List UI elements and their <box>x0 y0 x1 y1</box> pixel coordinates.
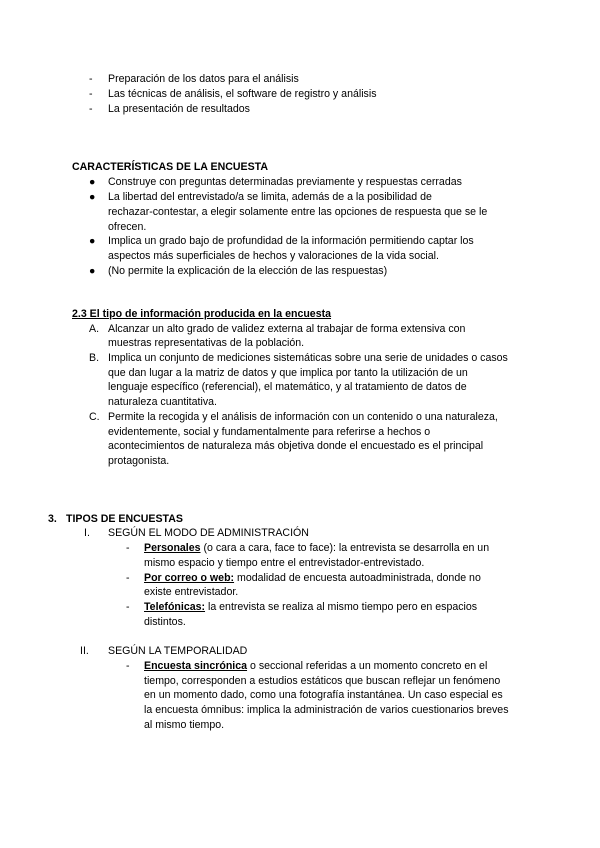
bullet-icon: ● <box>89 191 96 203</box>
list-marker: C. <box>89 411 100 423</box>
characteristics-heading: CARACTERÍSTICAS DE LA ENCUESTA <box>72 161 268 173</box>
section-2-3-line: lenguaje específico (referencial), el matemático, y al tratamiento de datos de <box>108 381 467 393</box>
bullet-icon: ● <box>89 265 96 277</box>
definition-line <box>144 571 481 585</box>
term: Personales <box>144 542 201 554</box>
definition-line: distintos. <box>144 616 186 628</box>
section-2-3-line: acontecimientos de naturaleza más objetiva donde el encuestado es el principal <box>108 440 484 452</box>
section-2-3-line: muestras representativas de la población. <box>108 337 305 349</box>
definition-line: mismo espacio y tiempo entre el entrevistador-entrevistado. <box>144 557 425 569</box>
section-2-3-line: evidentemente, social y fundamentalmente para referirse a hechos o <box>108 426 431 438</box>
term: Telefónicas: <box>144 601 206 613</box>
bullet-icon: ● <box>89 176 96 188</box>
list-marker: A. <box>89 323 100 335</box>
characteristic-line: aspectos más superficiales de hechos y valoraciones de la vida social. <box>108 250 439 262</box>
section-2-3-heading: 2.3 El tipo de información producida en la encuesta <box>72 308 332 320</box>
definition-line: la encuesta ómnibus: implica la administración de varios cuestionarios breves <box>144 704 509 716</box>
term: Por correo o web: <box>144 572 235 584</box>
characteristic-line: ofrecen. <box>108 221 147 233</box>
dash-marker: - <box>126 601 130 613</box>
dash-marker: - <box>89 103 93 115</box>
dash-marker: - <box>89 88 93 100</box>
roman-marker: I. <box>84 527 90 539</box>
characteristic-line: Construye con preguntas determinadas previamente y respuestas cerradas <box>108 176 462 188</box>
section-2-3-line: Alcanzar un alto grado de validez externa al trabajar de forma extensiva con <box>108 323 466 335</box>
dash-marker: - <box>126 660 130 672</box>
definition-line <box>144 600 477 614</box>
section-2-3-line: naturaleza cuantitativa. <box>108 396 217 408</box>
definition-line: existe entrevistador. <box>144 586 239 598</box>
section-2-3-line: Permite la recogida y el análisis de información con un contenido o una naturaleza, <box>108 411 498 423</box>
definition-line <box>144 659 487 673</box>
subsection-title: SEGÚN LA TEMPORALIDAD <box>108 645 248 657</box>
subsection-title: SEGÚN EL MODO DE ADMINISTRACIÓN <box>108 527 309 539</box>
dash-marker: - <box>89 73 93 85</box>
section-2-3-line: Implica un conjunto de mediciones sistemáticas sobre una serie de unidades o casos <box>108 352 508 364</box>
characteristic-line: La libertad del entrevistado/a se limita, además de a la posibilidad de <box>108 191 432 203</box>
characteristic-line: Implica un grado bajo de profundidad de la información permitiendo captar los <box>108 235 474 247</box>
section-3-heading: TIPOS DE ENCUESTAS <box>66 513 183 525</box>
definition-line <box>144 541 489 555</box>
definition-line: al mismo tiempo. <box>144 719 225 731</box>
intro-list-item: Las técnicas de análisis, el software de registro y análisis <box>108 88 377 100</box>
roman-marker: II. <box>80 645 89 657</box>
term: Encuesta sincrónica <box>144 660 248 672</box>
section-3-number: 3. <box>48 513 57 525</box>
characteristic-line: rechazar-contestar, a elegir solamente entre las opciones de respuesta que se le <box>108 206 488 218</box>
intro-list-item: La presentación de resultados <box>108 103 250 115</box>
definition-text: (o cara a cara, face to face): la entrevista se desarrolla en un <box>200 542 490 554</box>
definition-text: o seccional referidas a un momento concreto en el <box>247 660 488 672</box>
definition-line: en un momento dado, como una fotografía instantánea. Un caso especial es <box>144 689 503 701</box>
definition-text: modalidad de encuesta autoadministrada, donde no <box>234 572 481 584</box>
section-2-3-line: que dan lugar a la matriz de datos y que implica por tanto la utilización de un <box>108 367 468 379</box>
dash-marker: - <box>126 572 130 584</box>
list-marker: B. <box>89 352 100 364</box>
section-2-3-line: protagonista. <box>108 455 170 467</box>
intro-list-item: Preparación de los datos para el análisis <box>108 73 299 85</box>
characteristic-line: (No permite la explicación de la elección de las respuestas) <box>108 265 388 277</box>
dash-marker: - <box>126 542 130 554</box>
bullet-icon: ● <box>89 235 96 247</box>
definition-text: la entrevista se realiza al mismo tiempo pero en espacios <box>205 601 478 613</box>
definition-line: tiempo, corresponden a estudios estáticos que buscan reflejar un fenómeno <box>144 675 501 687</box>
